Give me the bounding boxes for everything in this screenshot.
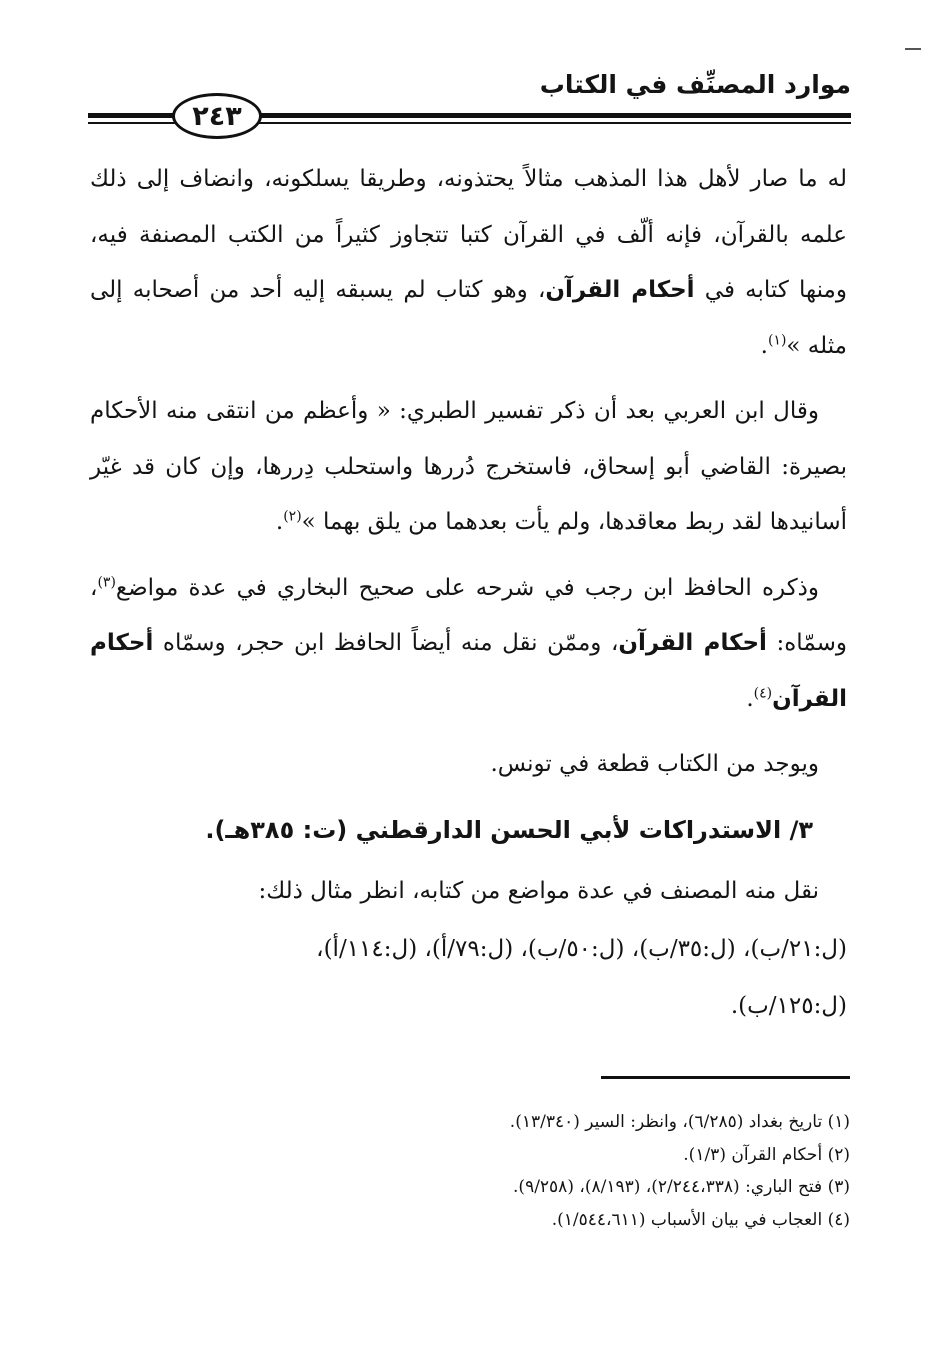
footnote-marker: (١) (767, 331, 787, 348)
quote-text: وقال ابن العربي بعد أن ذكر تفسير الطبري: « وأعظم من انتقى منه الأحكام بصيرة: القاضي أبو إسحاق، فاستخرج دُررها واستحلب دِررها، وإن كان قد غيّر أسانيدها لقد ربط معاقدها، ولم يأت بعدهما من يلق بهما » (90, 398, 847, 535)
footnote-separator (601, 1076, 850, 1079)
manuscript-refs: (ل:٢١/ب)، (ل:٣٥/ب)، (ل:٥٠/ب)، (ل:٧٩/أ)، (ل:١١٤/أ)، (316, 936, 847, 962)
footnote: (٢) أحكام القرآن (١/٣). (683, 1144, 850, 1165)
book-title-bold: أحكام القرآن (618, 630, 767, 656)
text-run: له ما صار لأهل هذا المذهب مثالاً يحتذونه، وطريقا يسلكونه، وانضاف إلى ذلك علمه بالقرآن، فإنه ألّف في القرآن كتبا تتجاوز كثيراً من الكتب المصنفة فيه، ومنها كتابه في (90, 166, 847, 303)
section-heading: ٣/ الاستدراكات لأبي الحسن الدارقطني (ت: ٣٨٥هـ). (205, 815, 813, 844)
main-text (90, 152, 847, 1033)
paragraph: وذكره الحافظ ابن رجب في شرحه على صحيح البخاري في عدة مواضع$^{(٣)}$، وسمّاه: أحكام القرآن، وممّن نقل منه أيضاً الحافظ ابن حجر، وسمّاه أحكام القرآن$^{(٤)}$. (90, 573, 847, 712)
footnote: (١) تاريخ بغداد (٦/٢٨٥)، وانظر: السير (١٣/٣٤٠). (509, 1112, 850, 1132)
manuscript-refs: (ل:١٢٥/ب). (730, 993, 847, 1019)
footnote: (٤) العجاب في بيان الأسباب (١/٥٤٤،٦١١). (551, 1209, 850, 1230)
footnote-marker: (٢) (283, 508, 302, 525)
footnote: (٣) فتح الباري: (٢/٢٤٤،٣٣٨)، (٨/١٩٣)، (٩/٢٥٨). (513, 1177, 850, 1197)
footnote-marker: (٤) (753, 684, 773, 701)
running-title: موارد المصنِّف في الكتاب (539, 70, 851, 99)
paragraph: نقل منه المصنف في عدة مواضع من كتابه، انظر مثال ذلك: (258, 877, 819, 904)
footnote-marker: (٣) (97, 573, 116, 590)
book-title-bold: أحكام القرآن (545, 277, 695, 303)
book-title-bold: أحكام القرآن (90, 630, 847, 712)
footnotes (120, 1106, 850, 1236)
paragraph: ويوجد من الكتاب قطعة في تونس. (490, 751, 819, 777)
paragraph: وقال ابن العربي بعد أن ذكر تفسير الطبري: « وأعظم من انتقى منه الأحكام بصيرة: القاضي أبو إسحاق، فاستخرج دُررها واستحلب دِررها، وإن كان قد غيّر أسانيدها لقد ربط معاقدها، ولم يأت بعدهما من يلق بهما »$^{(٢)}$. (90, 398, 847, 535)
text-run: وذكره الحافظ ابن رجب في شرحه على صحيح البخاري في عدة مواضع (115, 574, 819, 601)
page-number-badge: ٢٤٣ (172, 93, 262, 139)
paragraph: له ما صار لأهل هذا المذهب مثالاً يحتذونه، وطريقا يسلكونه، وانضاف إلى ذلك علمه بالقرآن، فإنه ألّف في القرآن كتبا تتجاوز كثيراً من الكتب المصنفة فيه، ومنها كتابه في أحكام القرآن، وهو كتاب لم يسبقه إليه أحد من أصحابه إلى مثله »$^{(١)}$. (90, 166, 847, 359)
page-edge-mark (905, 48, 921, 50)
text-run: ، وهو كتاب لم يسبقه إليه أحد من أصحابه إلى مثله » (90, 277, 847, 359)
text-run: ، وممّن نقل منه أيضاً الحافظ ابن حجر، وسمّاه (153, 630, 619, 656)
text-run: ، وسمّاه: (90, 574, 847, 656)
